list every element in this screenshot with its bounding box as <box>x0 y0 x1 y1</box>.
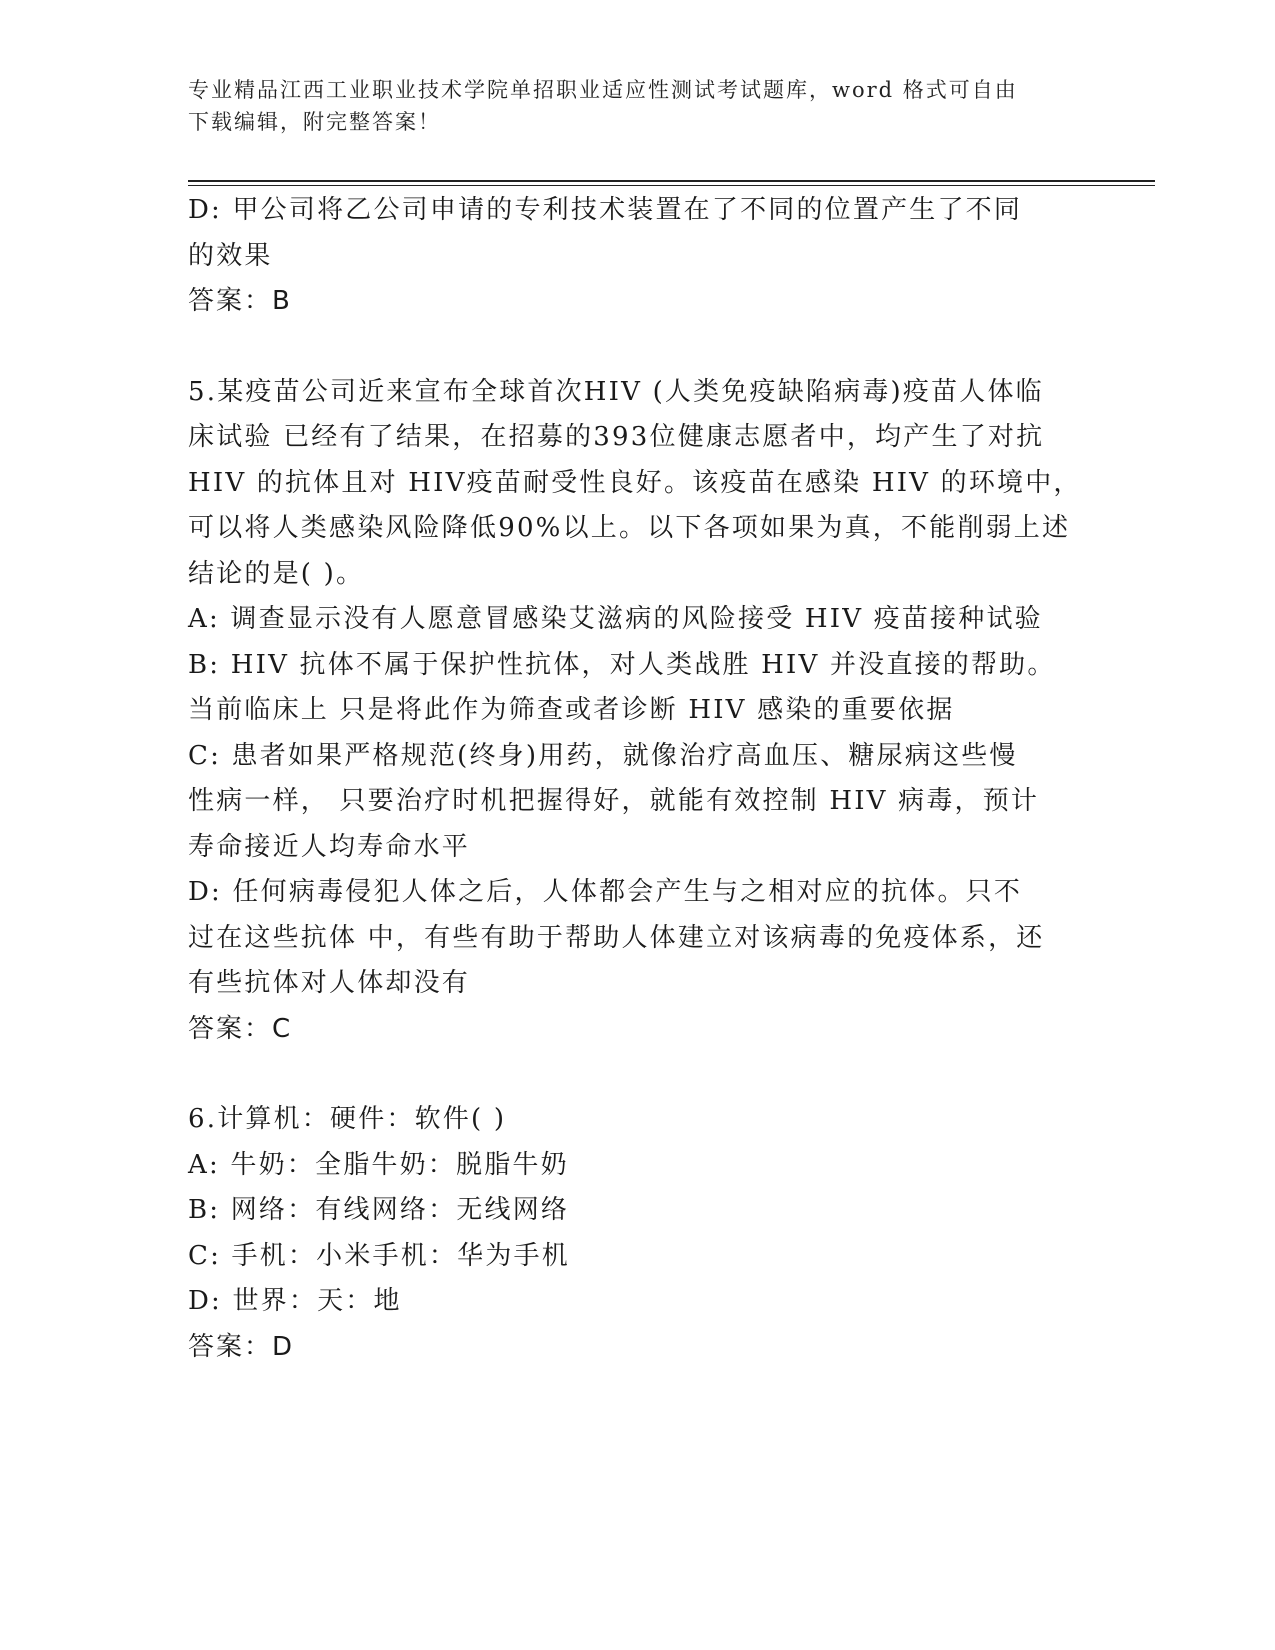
prev-question-option-d <box>188 188 1078 279</box>
question-6-option-d: D: 世界：天：地 <box>188 1286 402 1316</box>
option-line: C: 患者如果严格规范(终身)用药，就像治疗高血压、糖尿病这些慢 <box>188 740 1018 771</box>
header-line-1: 专业精品江西工业职业技术学院单招职业适应性测试考试题库，word 格式可自由 <box>188 78 1018 102</box>
question-6-answer: 答案：D <box>188 1331 295 1362</box>
question-5-option-d <box>188 870 1078 1007</box>
stem-line: HIV 的抗体且对 HIV疫苗耐受性良好。该疫苗在感染 HIV 的环境中， <box>188 467 1082 498</box>
option-line: D: 任何病毒侵犯人体之后，人体都会产生与之相对应的抗体。只不 <box>188 877 1023 907</box>
option-line: 性病一样， 只要治疗时机把握得好，就能有效控制 HIV 病毒，预计 <box>188 786 1040 816</box>
document-body <box>188 188 1082 1370</box>
question-5-option-c <box>188 734 1078 871</box>
question-5-stem <box>188 370 1082 598</box>
question-6-option-a: A: 牛奶：全脂牛奶：脱脂牛奶 <box>188 1149 569 1180</box>
spacer <box>188 325 1078 370</box>
header-divider-thick <box>188 180 1155 182</box>
option-line: 过在这些抗体 中，有些有助于帮助人体建立对该病毒的免疫体系，还 <box>188 922 1045 953</box>
option-line: 的效果 <box>188 240 273 271</box>
option-line: 寿命接近人均寿命水平 <box>188 831 471 862</box>
option-line: B: HIV 抗体不属于保护性抗体，对人类战胜 HIV 并没直接的帮助。 <box>188 649 1056 680</box>
option-line: 有些抗体对人体却没有 <box>188 968 471 998</box>
question-6-option-b: B: 网络：有线网络：无线网络 <box>188 1195 570 1225</box>
question-5-option-b <box>188 643 1078 734</box>
stem-line: 床试验 已经有了结果，在招募的393位健康志愿者中，均产生了对抗 <box>188 422 1045 452</box>
option-line: 当前临床上 只是将此作为筛查或者诊断 HIV 感染的重要依据 <box>188 695 955 725</box>
stem-line: 可以将人类感染风险降低90%以上。以下各项如果为真，不能削弱上述 <box>188 513 1071 543</box>
option-line: A: 调查显示没有人愿意冒感染艾滋病的风险接受 HIV 疫苗接种试验 <box>188 604 1043 634</box>
question-5-answer: 答案：C <box>188 1013 293 1044</box>
question-6-option-c: C: 手机：小米手机：华为手机 <box>188 1240 570 1271</box>
question-5-option-a <box>188 597 1078 643</box>
document-header <box>188 74 1068 138</box>
spacer <box>188 1052 1078 1097</box>
stem-line: 结论的是( )。 <box>188 558 365 589</box>
question-5 <box>188 370 1082 1053</box>
stem-line: 5.某疫苗公司近来宣布全球首次HIV (人类免疫缺陷病毒)疫苗人体临 <box>188 376 1044 407</box>
header-divider-thin <box>188 185 1155 186</box>
header-line-2: 下载编辑，附完整答案！ <box>188 110 441 134</box>
question-6 <box>188 1097 1078 1370</box>
question-6-stem: 6.计算机：硬件：软件( ) <box>188 1104 507 1134</box>
option-line: D: 甲公司将乙公司申请的专利技术装置在了不同的位置产生了不同 <box>188 195 1023 225</box>
prev-question-answer: 答案：B <box>188 286 292 316</box>
